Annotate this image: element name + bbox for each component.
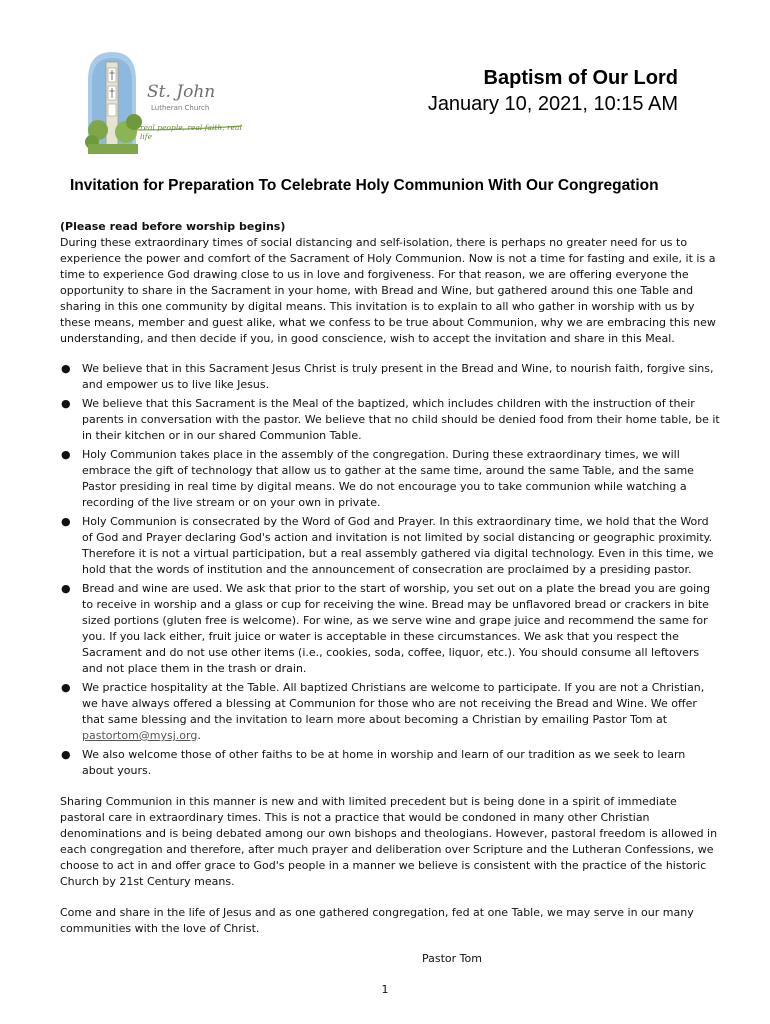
bullet-icon: ● bbox=[61, 448, 71, 461]
bullet-icon: ● bbox=[61, 397, 71, 410]
bullet-icon: ● bbox=[61, 362, 71, 375]
bullet-icon: ● bbox=[61, 515, 71, 528]
service-title: Baptism of Our Lord bbox=[483, 67, 678, 89]
logo-subtitle: Lutheran Church bbox=[151, 104, 210, 112]
bullet-icon: ● bbox=[61, 748, 71, 761]
logo-name: St. John bbox=[147, 82, 216, 102]
service-date: January 10, 2021, 10:15 AM bbox=[427, 93, 678, 115]
list-item: ● We believe that in this Sacrament Jesus Christ is truly present in the Bread and Wine, to nourish faith, forgive sins, and empower us to live like Jesus. bbox=[61, 362, 714, 391]
intro-paragraph: During these extraordinary times of social distancing and self-isolation, there is perhaps no greater need for us to experience the power and comfort of the Sacrament of Holy Communion. Now is not a time for fasting and exile, it is a time to experience God drawing close to us in love and forgiveness. For that reason, we are offering everyone the opportunity to share in the Sacrament in your home, with Bread and Wine, but gathered around this one Table and sharing in this one community by digital means. This invitation is to explain to all who gather in worship with us by these means, member and guest alike, what we confess to be true about Communion, why we are embracing this new understanding, and then decide if you, in good conscience, wish to accept the invitation and share in this Meal. bbox=[60, 236, 716, 345]
service-header bbox=[428, 67, 678, 116]
document-body bbox=[60, 219, 720, 967]
list-item: ● Holy Communion takes place in the assembly of the congregation. During these extraordinary times, we will embrace the gift of technology that allow us to gather at the same time, around the same Table, and the same Pastor presiding in real time by digital means. We do not encourage you to take communion while watching a recording of the live stream or on your own in private. bbox=[61, 448, 694, 509]
belief-list bbox=[60, 361, 720, 779]
page-number: 1 bbox=[381, 983, 389, 996]
list-item: ● We also welcome those of other faiths to be at home in worship and learn of our tradition as we seek to learn about yours. bbox=[61, 748, 686, 777]
signature: Pastor Tom bbox=[422, 952, 482, 965]
bullet-icon: ● bbox=[61, 582, 71, 595]
invitation-heading: Invitation for Preparation To Celebrate Holy Communion With Our Congregation bbox=[70, 177, 659, 194]
come-share-paragraph: Come and share in the life of Jesus and as one gathered congregation, fed at one Table, we may serve in our many communities with the love of Christ. bbox=[60, 906, 694, 935]
bullet-icon: ● bbox=[61, 681, 71, 694]
list-item: ● We practice hospitality at the Table. All baptized Christians are welcome to participate. If you are not a Christian, we have always offered a blessing at Communion for those who are not receiving the Bread and Wine. We offer that same blessing and the invitation to learn more about becoming a Christian by emailing Pastor Tom at pastortom@mysj.org. bbox=[61, 681, 705, 742]
logo-tagline: real people, real faith, real life bbox=[140, 123, 242, 141]
list-item: ● We believe that this Sacrament is the Meal of the baptized, which includes children with the instruction of their parents in conversation with the pastor. We believe that no child should be denied food from their home table, be it in their kitchen or in our shared Communion Table. bbox=[61, 397, 720, 442]
read-before-note: (Please read before worship begins) bbox=[60, 220, 286, 233]
pastor-email-link[interactable]: pastortom@mysj.org bbox=[82, 729, 198, 742]
church-logo bbox=[84, 50, 244, 158]
list-item: ● Holy Communion is consecrated by the Word of God and Prayer. In this extraordinary time, we hold that the Word of God and Prayer declaring God's action and invitation is not limited by social distancing or geographic proximity. Therefore it is not a virtual participation, but a real assembly gathered via digital technology. Even in this time, we hold that the words of institution and the announcement of consecration are proclaimed by a presiding pastor. bbox=[61, 515, 714, 576]
list-item: ● Bread and wine are used. We ask that prior to the start of worship, you set out on a plate the bread you are going to receive in worship and a glass or cup for receiving the wine. Bread may be unflavored bread or crackers in bite sized portions (gluten free is welcome). For wine, as we serve wine and grape juice and recommend the same for you. If you lack either, fruit juice or water is acceptable in these circumstances. We ask that you respect the Sacrament and do not use other items (i.e., cookies, soda, coffee, liquor, etc.). You should consume all leftovers and not place them in the trash or drain. bbox=[61, 582, 711, 675]
sharing-paragraph: Sharing Communion in this manner is new and with limited precedent but is being done in a spirit of immediate pastoral care in extraordinary times. This is not a practice that would be condoned in many other Christian denominations and is being debated among our own bishops and theologians. However, pastoral freedom is allowed in each congregation and therefore, after much prayer and deliberation over Scripture and the Lutheran Confessions, we choose to act in and offer grace to God's people in a manner we believe is consistent with the practice of the historic Church by 21st Century means. bbox=[60, 795, 718, 888]
